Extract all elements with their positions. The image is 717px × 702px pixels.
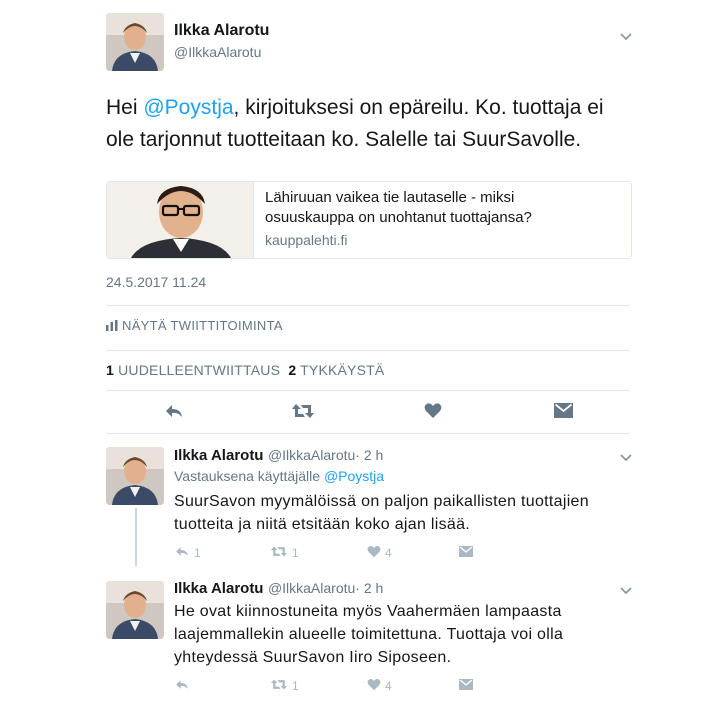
retweet-label[interactable]: UUDELLEENTWIITTAUS bbox=[118, 362, 281, 378]
reply-time[interactable]: · 2 h bbox=[355, 447, 384, 463]
like-label[interactable]: TYKKÄYSTÄ bbox=[300, 362, 385, 378]
retweet-count: 1 bbox=[292, 679, 299, 693]
author-handle[interactable]: @IlkkaAlarotu bbox=[174, 44, 262, 60]
like-count: 4 bbox=[385, 679, 392, 693]
chevron-down-icon[interactable] bbox=[618, 449, 634, 465]
reply-author-name[interactable]: Ilkka Alarotu bbox=[174, 580, 264, 597]
card-domain: kauppalehti.fi bbox=[265, 232, 348, 248]
thread-connector bbox=[135, 508, 137, 566]
reply-header bbox=[174, 447, 383, 465]
retweet-icon[interactable] bbox=[291, 402, 315, 420]
divider bbox=[106, 350, 630, 351]
reply-to-line bbox=[174, 468, 384, 484]
like-count: 4 bbox=[385, 546, 392, 560]
author-name[interactable]: Ilkka Alarotu bbox=[174, 22, 270, 39]
tweet-text-start: Hei bbox=[106, 96, 144, 119]
heart-icon[interactable] bbox=[367, 678, 381, 691]
reply-to-prefix: Vastauksena käyttäjälle bbox=[174, 468, 324, 484]
activity-label[interactable]: NÄYTÄ TWIITTITOIMINTA bbox=[122, 318, 283, 333]
tweet-text bbox=[106, 92, 626, 156]
retweet-icon[interactable] bbox=[270, 545, 288, 558]
reply-text: SuurSavon myymälöissä on paljon paikallisten tuottajien tuotteita ja niitä etsitään koko ajan lisää. bbox=[174, 493, 589, 533]
divider bbox=[106, 305, 630, 306]
link-card[interactable] bbox=[106, 181, 632, 259]
bar-chart-icon bbox=[106, 320, 118, 331]
retweet-count[interactable]: 1 bbox=[106, 362, 114, 378]
reply-text: He ovat kiinnostuneita myös Vaahermäen lampaasta laajemmallekin alueelle toimitettuna. Tuottaja voi olla yhteydessä SuurSavon Iiro Siposeen. bbox=[174, 603, 564, 666]
tweet-text-rest: , kirjoituksesi on epäreilu. Ko. tuottaja ei ole tarjonnut tuotteitaan ko. Salelle tai SuurSavolle. bbox=[106, 96, 604, 151]
like-count[interactable]: 2 bbox=[288, 362, 297, 378]
reply-icon[interactable] bbox=[164, 402, 184, 420]
card-title[interactable]: Lähiruuan vaikea tie lautaselle - miksi osuuskauppa on unohtanut tuottajansa? bbox=[265, 189, 532, 226]
author-avatar[interactable] bbox=[106, 13, 164, 71]
tweet-activity-link[interactable] bbox=[106, 318, 283, 333]
reply-author-handle[interactable]: @IlkkaAlarotu bbox=[267, 447, 356, 463]
reply-icon[interactable] bbox=[174, 545, 190, 558]
card-image bbox=[107, 182, 254, 258]
chevron-down-icon[interactable] bbox=[618, 582, 634, 598]
direct-message-icon[interactable] bbox=[554, 403, 573, 418]
retweet-count: 1 bbox=[292, 546, 299, 560]
chevron-down-icon[interactable] bbox=[618, 28, 634, 44]
divider bbox=[106, 433, 630, 434]
direct-message-icon[interactable] bbox=[459, 679, 473, 690]
heart-icon[interactable] bbox=[424, 402, 442, 419]
reply-icon[interactable] bbox=[174, 678, 190, 691]
reply-time[interactable]: · 2 h bbox=[355, 580, 384, 596]
reply-to-mention[interactable]: @Poystja bbox=[323, 468, 385, 484]
retweet-icon[interactable] bbox=[270, 678, 288, 691]
direct-message-icon[interactable] bbox=[459, 546, 473, 557]
reply-avatar[interactable] bbox=[106, 447, 164, 505]
reply-avatar[interactable] bbox=[106, 581, 164, 639]
reply-author-name[interactable]: Ilkka Alarotu bbox=[174, 447, 264, 464]
mention-link[interactable]: @Poystja bbox=[143, 96, 234, 119]
reply-header bbox=[174, 580, 383, 598]
tweet-stats bbox=[106, 362, 384, 378]
tweet-timestamp[interactable]: 24.5.2017 11.24 bbox=[106, 274, 207, 290]
heart-icon[interactable] bbox=[367, 545, 381, 558]
reply-author-handle[interactable]: @IlkkaAlarotu bbox=[267, 580, 356, 596]
reply-count: 1 bbox=[194, 546, 201, 560]
divider bbox=[106, 390, 630, 391]
